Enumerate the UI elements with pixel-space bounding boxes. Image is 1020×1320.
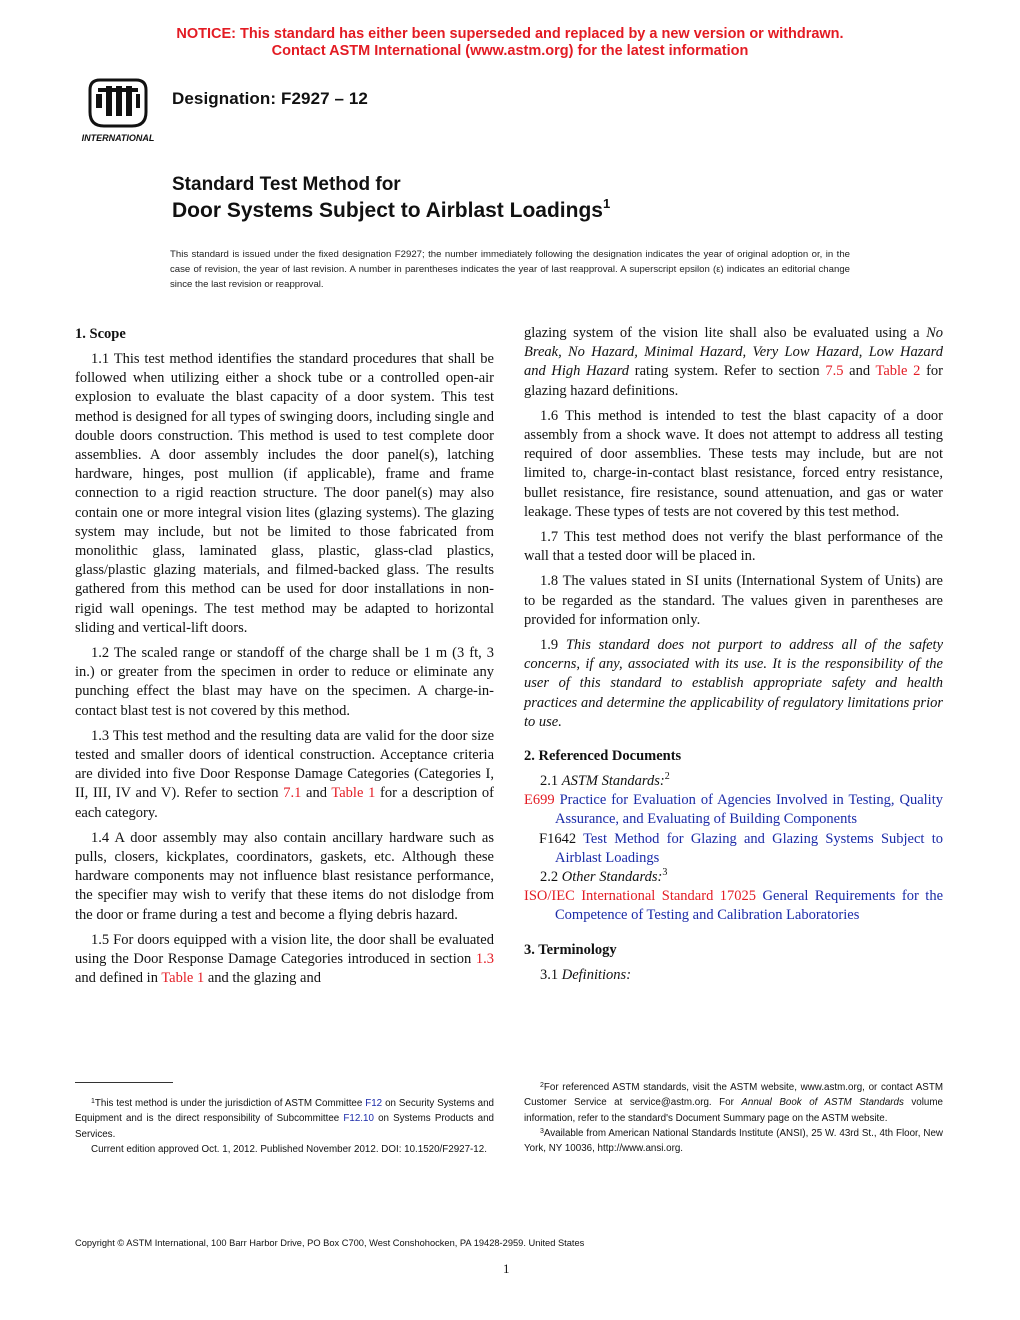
footnote-rule-left xyxy=(75,1082,173,1083)
table-link-2[interactable]: Table 2 xyxy=(875,363,921,380)
p1-9-number: 1.9 xyxy=(540,637,559,654)
title-line-2 xyxy=(172,197,610,225)
issuance-statement: This standard is issued under the fixed designation F2927; the number immediately following the designation indicates the year of original adoption or, in the case of revision, the year of last revision. A number in parentheses indicates the year of last reapproval. A superscript epsilon (ε) indicates an editorial change since the last revision or reapproval. xyxy=(170,249,850,290)
ref-code-e699[interactable]: E699 xyxy=(524,792,555,809)
fn2-italic: Annual Book of ASTM Standards xyxy=(741,1097,904,1109)
page-number: 1 xyxy=(503,1261,510,1276)
fn1-text-c: on Systems Products and Services. xyxy=(75,1113,494,1140)
footnote-1-mark: 1 xyxy=(91,1098,95,1105)
table-link-1[interactable]: Table 1 xyxy=(331,785,376,802)
footnote-3-mark: 3 xyxy=(540,1127,544,1135)
footnote-1 xyxy=(75,1096,494,1157)
p1-5-text-f: and xyxy=(849,363,871,380)
title-line-2-text: Door Systems Subject to Airblast Loadings xyxy=(172,199,603,222)
copyright-line: Copyright © ASTM International, 100 Barr Harbor Drive, PO Box C700, West Conshohocken, PA 19428-2959. United States xyxy=(75,1238,585,1248)
p1-9-caveat: This standard does not purport to address all of the safety concerns, if any, associated with its use. It is the responsibility of the user of this standard to establish appropriate safety and health practices and determine the applicability of regulatory limitations prior to use. xyxy=(524,637,944,730)
title-footnote-mark: 1 xyxy=(602,196,611,211)
p1-3-text-b: and xyxy=(306,785,327,802)
footnote-2-mark: 2 xyxy=(540,1082,544,1089)
paragraph-1-3 xyxy=(75,727,494,823)
subsection-2-1 xyxy=(524,772,943,791)
section-link-7-5[interactable]: 7.5 xyxy=(825,363,844,380)
subsection-2-2 xyxy=(524,868,943,887)
reference-e699 xyxy=(524,791,943,829)
reference-iso-17025 xyxy=(524,887,943,925)
p1-5-text-d: glazing system of the vision lite shall also be evaluated using a xyxy=(524,325,920,341)
notice-line-1: NOTICE: This standard has either been superseded and replaced by a new version or withdrawn. xyxy=(176,26,844,42)
p1-3-text-a: 1.3 This test method and the resulting data are valid for the door size tested and smaller doors of identical construction. Acceptance criteria are divided into five Door Response Damage Categories (Categories I, II, III, IV and V). Refer to section xyxy=(75,727,494,802)
paragraph-1-4: 1.4 A door assembly may also contain ancillary hardware such as pulls, closers, kickplates, coordinators, gaskets, etc. Although these hardware components may not influence blast resistance performance, the specifier may wish to verify that these items do not dislodge from the door or frame during a test and become a flying debris hazard. xyxy=(75,829,494,923)
subcommittee-link-f12-10[interactable]: F12.10 xyxy=(343,1113,374,1125)
ref-2-2-footnote-mark: 3 xyxy=(662,867,668,879)
document-title xyxy=(172,173,610,225)
logo-org-text: INTERNATIONAL xyxy=(81,133,155,143)
withdrawal-notice xyxy=(0,26,1020,60)
paragraph-1-2: 1.2 The scaled range or standoff of the charge shall be 1 m (3 ft, 3 in.) or greater from the specimen in order to reduce or eliminate any punching effect the blast may have on the specimen. A charge-in-contact blast test is not covered by this method. xyxy=(75,645,494,719)
section-link-7-1[interactable]: 7.1 xyxy=(283,785,302,802)
ref-code-f1642: F1642 xyxy=(539,830,577,847)
ref-title-f1642[interactable]: Test Method for Glazing and Glazing Systems Subject to Airblast Loadings xyxy=(555,830,943,866)
paragraph-1-5-continued xyxy=(524,324,943,401)
term-3-1-number: 3.1 xyxy=(540,966,559,983)
section-link-1-3[interactable]: 1.3 xyxy=(475,951,495,968)
astm-logo xyxy=(76,76,160,144)
ref-code-iso[interactable]: ISO/IEC International Standard 17025 xyxy=(524,888,757,905)
footnote-1-edition: Current edition approved Oct. 1, 2012. Published November 2012. DOI: 10.1520/F2927-12. xyxy=(91,1143,487,1155)
ref-2-1-number: 2.1 xyxy=(540,773,559,790)
p1-5-text-e: rating system. Refer to section xyxy=(634,363,820,380)
ref-title-iso[interactable]: General Requirements for the Competence of Testing and Calibration Laboratories xyxy=(555,888,944,924)
section-heading-referenced-documents: 2. Referenced Documents xyxy=(524,748,682,765)
paragraph-1-6: 1.6 This method is intended to test the blast capacity of a door assembly from a shock wave. It does not attempt to address all testing required of door assemblies. These tests may include, but are not limited to, charge-in-contact blast resistance, forced entry resistance, bullet resistance, fire resistance, sound attenuation, and gas or water leakage. These types of tests are not covered by this test method. xyxy=(524,407,943,520)
hazard-ratings: No Break, No Hazard, Minimal Hazard, Very Low Hazard, Low Hazard and High Hazard xyxy=(524,325,944,380)
footnotes-right xyxy=(524,1080,943,1156)
ref-title-e699[interactable]: Practice for Evaluation of Agencies Involved in Testing, Quality Assurance, and Evaluating of Building Components xyxy=(555,792,943,828)
fn1-text-b: on Security Systems and Equipment and is the direct responsibility of Subcommittee xyxy=(75,1098,494,1125)
footnote-3 xyxy=(524,1126,943,1157)
subsection-3-1 xyxy=(524,966,943,985)
ref-2-1-footnote-mark: 2 xyxy=(664,771,670,783)
designation: Designation: F2927 – 12 xyxy=(172,89,368,108)
table-link-1-b[interactable]: Table 1 xyxy=(161,970,205,987)
paragraph-1-5 xyxy=(75,931,494,989)
reference-f1642 xyxy=(524,830,943,868)
ref-2-2-label: Other Standards: xyxy=(561,869,663,886)
p1-5-text-g: for glazing hazard definitions. xyxy=(524,363,944,399)
p1-5-text-a: 1.5 For doors equipped with a vision lite, the door shall be evaluated using the Door Response Damage Categories introduced in section xyxy=(75,931,494,968)
fn1-text-a: This test method is under the jurisdiction of ASTM Committee xyxy=(94,1098,363,1109)
section-heading-terminology: 3. Terminology xyxy=(524,941,617,958)
committee-link-f12[interactable]: F12 xyxy=(365,1098,383,1109)
ref-2-2-number: 2.2 xyxy=(540,869,559,886)
p1-3-text-c: for a description of each category. xyxy=(75,785,494,821)
p1-5-text-b: and defined in xyxy=(75,970,158,987)
p1-5-text-c: and the glazing and xyxy=(207,970,321,987)
footnote-1-text xyxy=(75,1096,494,1142)
title-line-1: Standard Test Method for xyxy=(172,174,401,195)
ref-2-1-label: ASTM Standards: xyxy=(561,773,665,790)
fn3-text: Available from American National Standards Institute (ANSI), 25 W. 43rd St., 4th Floor, New York, NY 10036, http://www.ansi.org. xyxy=(524,1127,943,1155)
section-heading-scope: 1. Scope xyxy=(75,326,126,342)
fn2-text-a: For referenced ASTM standards, visit the ASTM website, www.astm.org, or contact ASTM Customer Service at service@astm.org. For xyxy=(524,1082,943,1109)
right-column xyxy=(524,324,943,991)
notice-line-2: Contact ASTM International (www.astm.org) for the latest information xyxy=(271,43,749,59)
footnote-2 xyxy=(524,1080,943,1126)
paragraph-1-7: 1.7 This test method does not verify the blast performance of the wall that a tested door will be placed in. xyxy=(524,529,943,565)
term-3-1-label: Definitions: xyxy=(561,966,632,983)
fn2-text-b: volume information, refer to the standard's Document Summary page on the ASTM website. xyxy=(524,1097,943,1124)
paragraph-1-9 xyxy=(524,636,943,732)
paragraph-1-1: 1.1 This test method identifies the standard procedures that shall be followed when utilizing either a shock tube or a controlled open-air explosion to evaluate the blast capacity of a door system. This test method is designed for all types of swinging doors, including single and double doors construction. This method is used to test complete door assemblies. A door assembly includes the door panel(s), latching hardware, hinges, post mullion (if applicable), frame and frame connection to a rigid reaction structure. The door panel(s) may also contain one or more integral vision lites (glazing systems). The glazing system may include, but not be limited to those fabricated from monolithic glass, laminated glass, plastic, glass-clad plastics, glass/plastic glazing materials, and filmed-backed glass. The results gathered from this method can be used for door installations in non-rigid wall openings. The test method may be adapted to horizontal sliding and vertical-lift doors. xyxy=(75,351,494,636)
paragraph-1-8: 1.8 The values stated in SI units (International System of Units) are to be regarded as the standard. The values given in parentheses are provided for information only. xyxy=(524,573,943,628)
left-column xyxy=(75,324,494,995)
